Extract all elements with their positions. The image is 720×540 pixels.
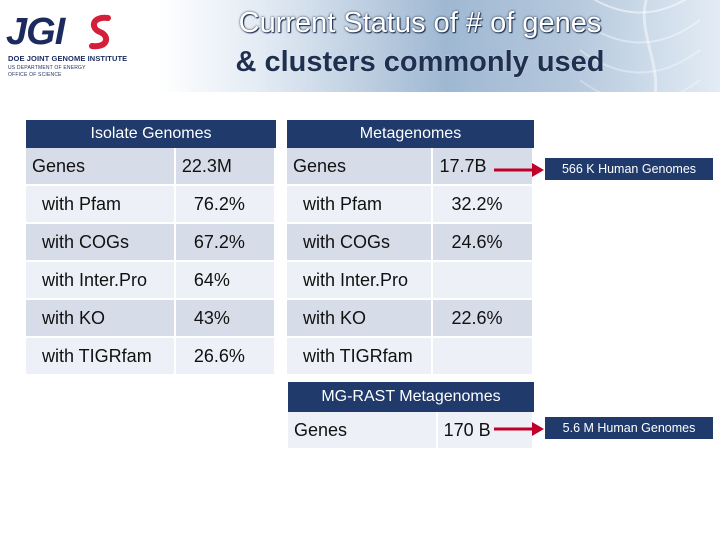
genes-value: 17.7B <box>433 148 534 186</box>
human-genomes-callout: 566 K Human Genomes <box>545 158 713 180</box>
slide-title-line-1: Current Status of # of genes <box>238 7 602 39</box>
slide-title-line-2: & clusters commonly used <box>235 46 605 78</box>
mg-rast-table <box>288 382 534 450</box>
table-row <box>26 224 276 262</box>
table-row <box>26 262 276 300</box>
row-label: with TIGRfam <box>287 338 433 376</box>
row-label: with Inter.Pro <box>287 262 433 300</box>
row-value: 32.2% <box>433 186 534 224</box>
human-genomes-callout: 5.6 M Human Genomes <box>545 417 713 439</box>
row-value: 76.2% <box>176 186 276 224</box>
isolate-genomes-table <box>26 120 276 376</box>
genes-label: Genes <box>287 148 433 186</box>
row-label: with COGs <box>287 224 433 262</box>
arrow-icon <box>490 419 546 439</box>
row-value: 26.6% <box>176 338 276 376</box>
table-row <box>26 300 276 338</box>
table-row <box>26 186 276 224</box>
jgi-logo <box>6 11 128 78</box>
table-row <box>26 338 276 376</box>
logo-letters: JGI <box>6 11 65 53</box>
row-value <box>433 262 534 300</box>
table-row <box>287 300 534 338</box>
table-row <box>287 224 534 262</box>
table-row <box>26 148 276 186</box>
row-value: 67.2% <box>176 224 276 262</box>
slide-title <box>150 4 690 82</box>
mg-rast-header: MG-RAST Metagenomes <box>288 382 534 412</box>
row-value: 64% <box>176 262 276 300</box>
row-value: 22.6% <box>433 300 534 338</box>
genes-value: 22.3M <box>176 148 276 186</box>
row-label: with Pfam <box>26 186 176 224</box>
logo-swoosh-icon <box>86 14 114 50</box>
row-label: with KO <box>26 300 176 338</box>
isolate-genomes-header: Isolate Genomes <box>26 120 276 148</box>
logo-department: US DEPARTMENT OF ENERGY <box>8 65 86 71</box>
logo-office: OFFICE OF SCIENCE <box>8 72 62 78</box>
row-label: with KO <box>287 300 433 338</box>
table-row <box>287 338 534 376</box>
logo-institute-name: DOE JOINT GENOME INSTITUTE <box>8 54 128 63</box>
table-row <box>287 262 534 300</box>
row-label: with TIGRfam <box>26 338 176 376</box>
row-label: with COGs <box>26 224 176 262</box>
metagenomes-header: Metagenomes <box>287 120 534 148</box>
row-value: 24.6% <box>433 224 534 262</box>
metagenomes-table <box>287 120 534 376</box>
title-banner <box>0 0 720 92</box>
arrow-icon <box>490 160 546 180</box>
genes-value: 170 B <box>438 412 534 450</box>
row-label: with Pfam <box>287 186 433 224</box>
row-value <box>433 338 534 376</box>
table-row <box>287 186 534 224</box>
row-value: 43% <box>176 300 276 338</box>
row-label: with Inter.Pro <box>26 262 176 300</box>
genes-label: Genes <box>288 412 438 450</box>
genes-label: Genes <box>26 148 176 186</box>
